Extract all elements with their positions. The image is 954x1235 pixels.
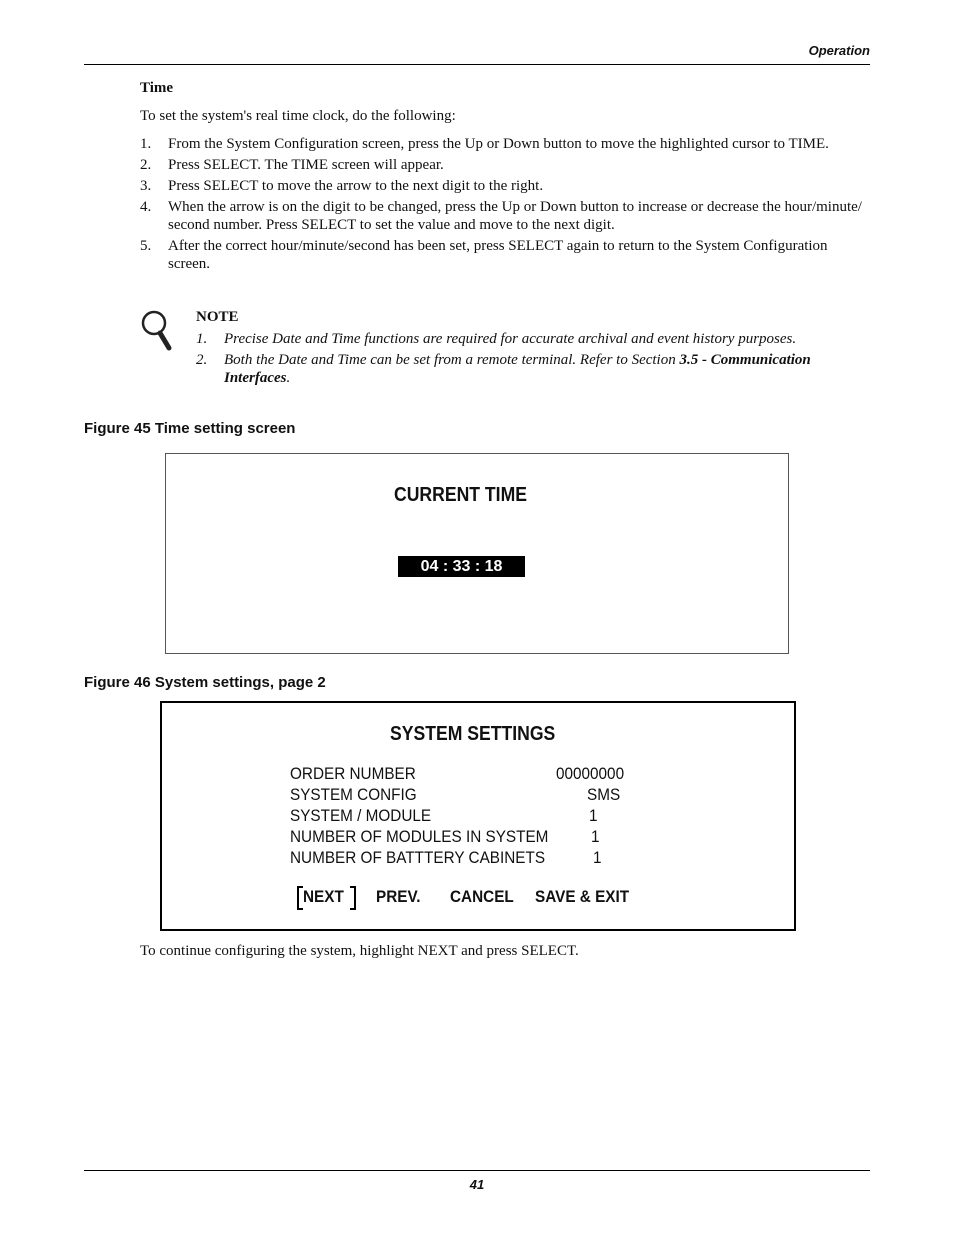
setting-label: SYSTEM CONFIG bbox=[290, 785, 417, 804]
time-display[interactable]: 04 : 33 : 18 bbox=[398, 556, 525, 577]
note-number: 1. bbox=[196, 331, 208, 347]
step-text: Press SELECT. The TIME screen will appear. bbox=[168, 157, 444, 173]
note-item bbox=[196, 351, 846, 387]
note-number: 2. bbox=[196, 352, 208, 368]
intro-paragraph: To set the system's real time clock, do the following: bbox=[140, 108, 456, 124]
note-text: Precise Date and Time functions are required for accurate archival and event history purposes. bbox=[224, 331, 797, 347]
note-list bbox=[196, 330, 846, 390]
selection-bracket-right bbox=[350, 886, 356, 910]
step-number: 4. bbox=[140, 199, 152, 215]
cancel-button[interactable]: CANCEL bbox=[450, 887, 514, 906]
setting-value: SMS bbox=[587, 785, 621, 804]
note-item bbox=[196, 330, 846, 348]
setting-value: 1 bbox=[593, 848, 602, 867]
setting-value: 00000000 bbox=[556, 764, 625, 783]
figure-45-caption: Figure 45 Time setting screen bbox=[84, 420, 296, 437]
header-rule bbox=[84, 64, 870, 65]
page-number: 41 bbox=[469, 1177, 485, 1192]
setting-label: NUMBER OF BATTTERY CABINETS bbox=[290, 848, 546, 867]
step-text: Press SELECT to move the arrow to the next digit to the right. bbox=[168, 178, 544, 194]
step-item bbox=[140, 156, 870, 174]
step-text: From the System Configuration screen, press the Up or Down button to move the highlighted cursor to TIME. bbox=[168, 136, 829, 152]
prev-button[interactable]: PREV. bbox=[376, 887, 421, 906]
setting-label: ORDER NUMBER bbox=[290, 764, 416, 783]
step-number: 1. bbox=[140, 136, 152, 152]
step-text: When the arrow is on the digit to be changed, press the Up or Down button to increase or decrease the hour/minute/ second number. Press SELECT to set the value and move to the next digit. bbox=[168, 199, 862, 233]
note-title: NOTE bbox=[196, 309, 239, 325]
setting-label: SYSTEM / MODULE bbox=[290, 806, 432, 825]
step-item bbox=[140, 135, 870, 153]
note-end: . bbox=[286, 370, 291, 386]
setting-label: NUMBER OF MODULES IN SYSTEM bbox=[290, 827, 549, 846]
running-header: Operation bbox=[808, 43, 870, 58]
step-text: After the correct hour/minute/second has been set, press SELECT again to return to the System Configuration screen. bbox=[168, 238, 828, 272]
next-button[interactable] bbox=[303, 887, 348, 907]
closing-paragraph: To continue configuring the system, highlight NEXT and press SELECT. bbox=[140, 943, 579, 959]
section-reference: 3.5 - Communication Interfaces bbox=[224, 352, 811, 386]
system-settings-screen bbox=[160, 701, 796, 931]
next-label: NEXT bbox=[303, 887, 344, 906]
setting-value: 1 bbox=[589, 806, 598, 825]
setting-value: 1 bbox=[591, 827, 600, 846]
step-item bbox=[140, 198, 870, 234]
screen-title: SYSTEM SETTINGS bbox=[390, 723, 556, 745]
step-item bbox=[140, 177, 870, 195]
step-number: 3. bbox=[140, 178, 152, 194]
footer-rule bbox=[84, 1170, 870, 1171]
steps-list bbox=[140, 135, 870, 276]
step-number: 5. bbox=[140, 238, 152, 254]
step-number: 2. bbox=[140, 157, 152, 173]
screen-title: CURRENT TIME bbox=[394, 484, 527, 506]
step-item bbox=[140, 237, 870, 273]
note-text: Both the Date and Time can be set from a remote terminal. Refer to Section bbox=[224, 352, 680, 368]
time-setting-screen bbox=[165, 453, 789, 654]
save-exit-button[interactable]: SAVE & EXIT bbox=[535, 887, 630, 906]
section-title: Time bbox=[140, 80, 174, 96]
magnifier-icon bbox=[140, 310, 174, 354]
figure-46-caption: Figure 46 System settings, page 2 bbox=[84, 674, 326, 691]
